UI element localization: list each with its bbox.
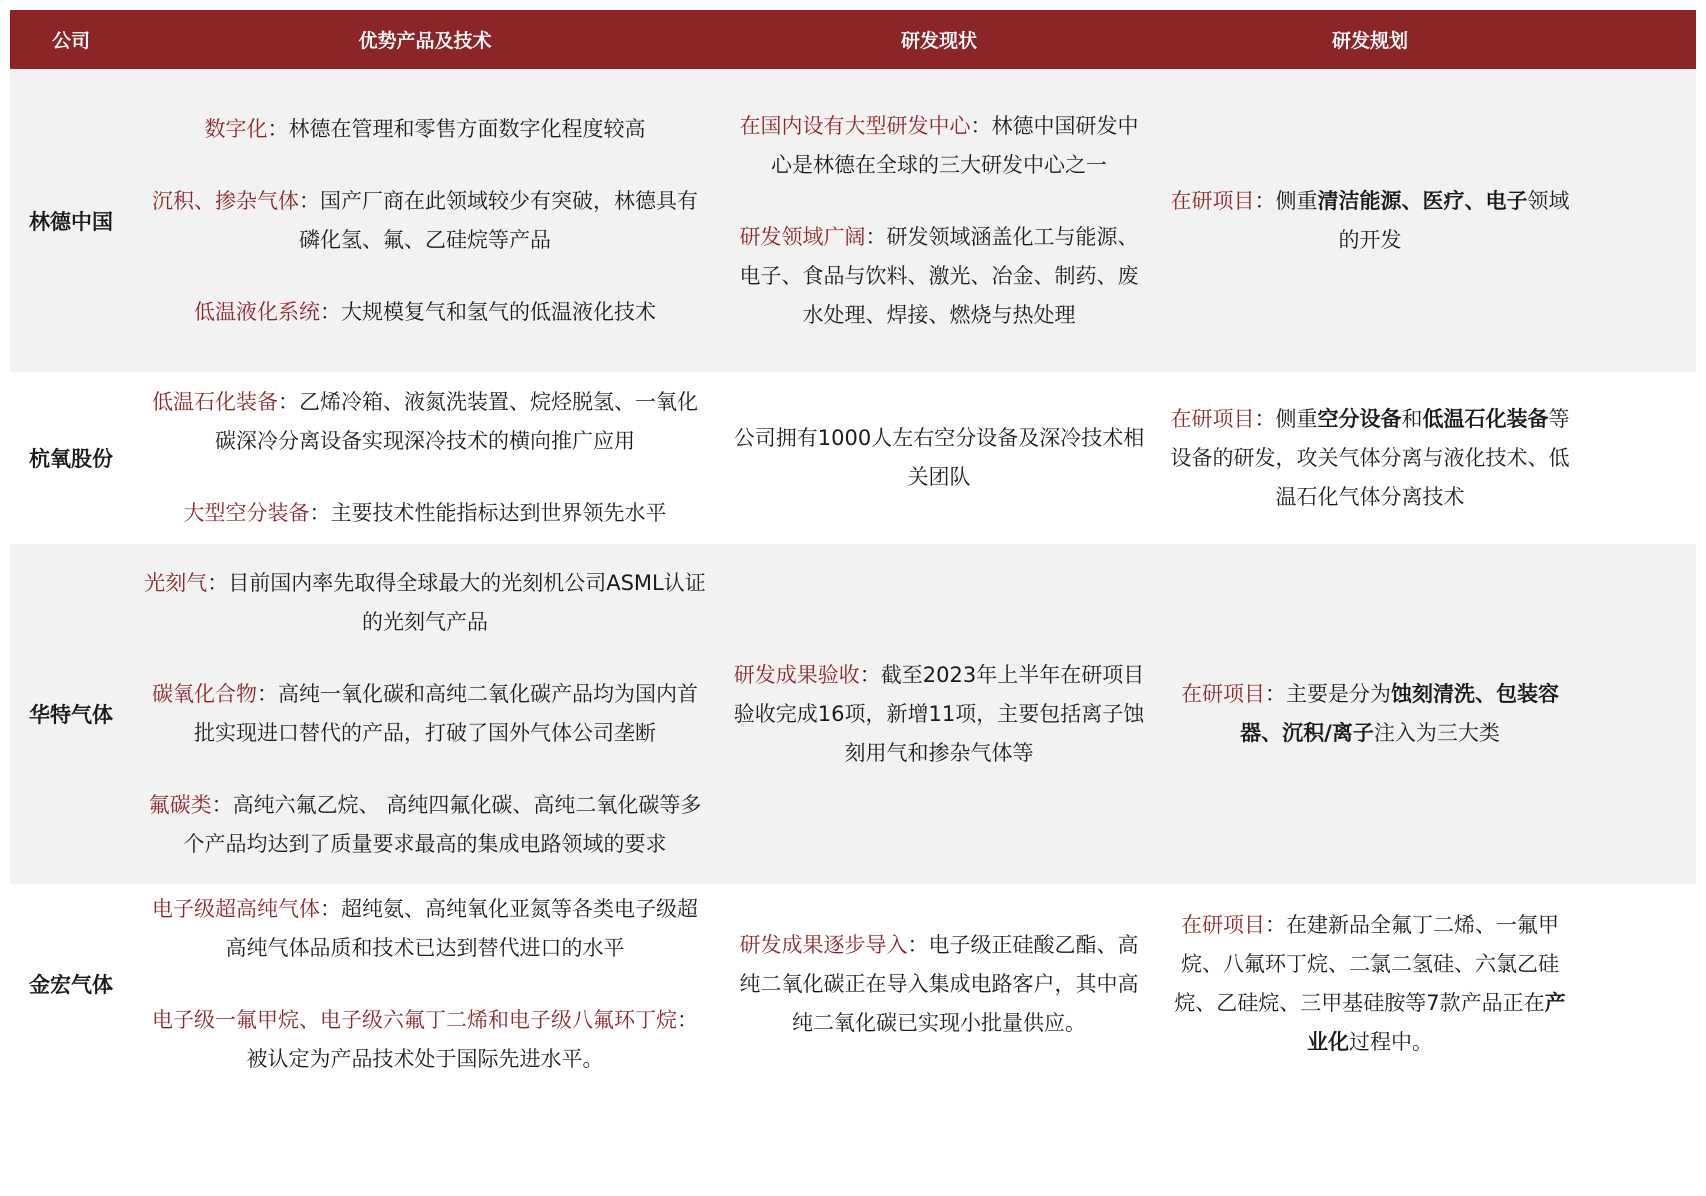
product-item bbox=[142, 564, 708, 642]
rd-status-cell bbox=[718, 107, 1160, 335]
product-item bbox=[142, 494, 708, 533]
label-separator: ： bbox=[970, 113, 992, 138]
label-separator: ： bbox=[278, 390, 299, 414]
description-text: 领域的开发 bbox=[1338, 188, 1570, 252]
table-row bbox=[10, 372, 1696, 544]
description-text: 主要技术性能指标达到世界领先水平 bbox=[330, 501, 667, 525]
highlight-label: 沉积、掺杂气体 bbox=[152, 188, 299, 213]
products-cell bbox=[132, 383, 718, 533]
rd-status-cell bbox=[718, 926, 1160, 1043]
highlight-label: 大型空分装备 bbox=[183, 501, 310, 525]
label-separator: ： bbox=[1265, 682, 1286, 706]
label-separator: ： bbox=[309, 501, 331, 525]
rd-status-item bbox=[730, 107, 1148, 185]
emphasis-text: 清洁能源、医疗、电子 bbox=[1317, 188, 1528, 213]
products-cell bbox=[132, 890, 718, 1079]
highlight-label: 在研项目 bbox=[1181, 682, 1265, 706]
rd-comparison-table bbox=[10, 10, 1696, 1084]
highlight-label: 在研项目 bbox=[1181, 913, 1265, 937]
company-name: 华特气体 bbox=[29, 703, 113, 727]
label-separator: ： bbox=[211, 793, 233, 817]
label-separator: ： bbox=[320, 896, 341, 921]
description-text: 研发领域涵盖化工与能源、电子、食品与饮料、激光、冶金、制药、废水处理、焊接、燃烧与热处理 bbox=[739, 224, 1139, 327]
description-text: 超纯氨、高纯氧化亚氮等各类电子级超高纯气体品质和技术已达到替代进口的水平 bbox=[225, 896, 698, 960]
rd-plan-cell bbox=[1160, 906, 1580, 1062]
product-item bbox=[142, 1001, 708, 1079]
description-text: 侧重 bbox=[1275, 188, 1318, 213]
label-separator: ： bbox=[859, 662, 881, 687]
label-separator: ： bbox=[677, 1007, 698, 1032]
emphasis-text: 产业化 bbox=[1307, 991, 1566, 1054]
highlight-label: 电子级超高纯气体 bbox=[152, 896, 320, 921]
products-cell bbox=[132, 564, 718, 864]
highlight-label: 研发成果验收 bbox=[733, 662, 860, 687]
table-row bbox=[10, 884, 1696, 1084]
highlight-label: 低温液化系统 bbox=[194, 299, 320, 324]
rd-plan-item bbox=[1168, 182, 1572, 260]
table-row bbox=[10, 69, 1696, 372]
description-text: 和 bbox=[1401, 406, 1423, 431]
description-text: 主要是分为 bbox=[1286, 682, 1391, 706]
description-text: 国产厂商在此领域较少有突破，林德具有磷化氢、氟、乙硅烷等产品 bbox=[299, 188, 698, 252]
rd-status-cell bbox=[718, 419, 1160, 497]
highlight-label: 氟碳类 bbox=[148, 793, 212, 817]
highlight-label: 低温石化装备 bbox=[152, 390, 278, 414]
description-text: 公司拥有1000人左右空分设备及深冷技术相关团队 bbox=[733, 426, 1145, 489]
product-item bbox=[142, 293, 708, 332]
rd-plan-cell bbox=[1160, 400, 1580, 517]
highlight-label: 在国内设有大型研发中心 bbox=[739, 113, 971, 138]
description-text: 过程中。 bbox=[1349, 1030, 1433, 1054]
highlight-label: 碳氧化合物 bbox=[152, 682, 257, 706]
label-separator: ： bbox=[865, 224, 887, 249]
description-text: 注入为三大类 bbox=[1373, 721, 1500, 745]
table-row bbox=[10, 544, 1696, 884]
rd-plan-cell bbox=[1160, 675, 1580, 753]
description-text: 在建新品全氟丁二烯、一氟甲烷、八氟环丁烷、二氯二氢硅、六氯乙硅烷、乙硅烷、三甲基硅胺等7款产品正在 bbox=[1174, 913, 1559, 1015]
company-name: 金宏气体 bbox=[29, 973, 113, 997]
rd-status-item bbox=[730, 656, 1148, 773]
highlight-label: 在研项目 bbox=[1170, 188, 1255, 213]
rd-plan-cell bbox=[1160, 182, 1580, 260]
company-name: 林德中国 bbox=[29, 209, 113, 234]
label-separator: ： bbox=[257, 682, 278, 706]
highlight-label: 在研项目 bbox=[1170, 406, 1255, 431]
description-text: 目前国内率先取得全球最大的光刻机公司ASML认证的光刻气产品 bbox=[228, 571, 706, 634]
product-item bbox=[142, 675, 708, 753]
product-item bbox=[142, 890, 708, 968]
rd-plan-item bbox=[1168, 675, 1572, 753]
label-separator: ： bbox=[1254, 188, 1276, 213]
product-item bbox=[142, 182, 708, 260]
description-text: 林德在管理和零售方面数字化程度较高 bbox=[288, 116, 646, 141]
description-text: 大规模复气和氢气的低温液化技术 bbox=[341, 299, 656, 324]
rd-status-item bbox=[730, 419, 1148, 497]
highlight-label: 数字化 bbox=[204, 116, 268, 141]
product-item bbox=[142, 786, 708, 864]
label-separator: ： bbox=[207, 571, 229, 595]
label-separator: ： bbox=[1254, 406, 1276, 431]
emphasis-text: 低温石化装备 bbox=[1422, 406, 1549, 431]
header-rd-status: 研发现状 bbox=[900, 30, 977, 52]
description-text: 高纯一氧化碳和高纯二氧化碳产品均为国内首批实现进口替代的产品，打破了国外气体公司垄断 bbox=[194, 682, 698, 745]
emphasis-text: 蚀刻清洗、包装容器、沉积/离子 bbox=[1240, 682, 1559, 745]
highlight-label: 研发成果逐步导入 bbox=[739, 932, 908, 957]
description-text: 高纯六氟乙烷、 高纯四氟化碳、高纯二氧化碳等多个产品均达到了质量要求最高的集成电路领域的要求 bbox=[183, 793, 702, 856]
label-separator: ： bbox=[1265, 913, 1286, 937]
label-separator: ： bbox=[907, 932, 929, 957]
company-name: 杭氧股份 bbox=[29, 447, 113, 471]
description-text: 截至2023年上半年在研项目验收完成16项，新增11项，主要包括离子蚀刻用气和掺杂气体等 bbox=[733, 662, 1145, 765]
highlight-label: 光刻气 bbox=[144, 571, 208, 595]
label-separator: ： bbox=[299, 188, 320, 213]
description-text: 乙烯冷箱、液氮洗装置、烷烃脱氢、一氧化碳深冷分离设备实现深冷技术的横向推广应用 bbox=[215, 390, 698, 453]
emphasis-text: 空分设备 bbox=[1317, 406, 1402, 431]
label-separator: ： bbox=[320, 299, 341, 324]
rd-plan-item bbox=[1168, 400, 1572, 517]
table-header bbox=[10, 10, 1696, 69]
products-cell bbox=[132, 110, 718, 332]
label-separator: ： bbox=[267, 116, 289, 141]
header-products: 优势产品及技术 bbox=[358, 30, 492, 52]
description-text: 电子级正硅酸乙酯、高纯二氧化碳正在导入集成电路客户，其中高纯二氧化碳已实现小批量供应。 bbox=[739, 932, 1139, 1035]
header-rd-plan: 研发规划 bbox=[1331, 30, 1408, 52]
header-company: 公司 bbox=[51, 30, 90, 52]
product-item bbox=[142, 383, 708, 461]
highlight-label: 研发领域广阔 bbox=[739, 224, 866, 249]
rd-plan-item bbox=[1168, 906, 1572, 1062]
highlight-label: 电子级一氟甲烷、电子级六氟丁二烯和电子级八氟环丁烷 bbox=[152, 1007, 677, 1032]
rd-status-item bbox=[730, 926, 1148, 1043]
description-text: 侧重 bbox=[1275, 406, 1318, 431]
rd-status-cell bbox=[718, 656, 1160, 773]
description-text: 林德中国研发中心是林德在全球的三大研发中心之一 bbox=[771, 113, 1139, 177]
description-text: 等设备的研发，攻关气体分离与液化技术、低温石化气体分离技术 bbox=[1170, 406, 1570, 509]
description-text: 被认定为产品技术处于国际先进水平。 bbox=[246, 1046, 604, 1071]
product-item bbox=[142, 110, 708, 149]
rd-status-item bbox=[730, 218, 1148, 335]
